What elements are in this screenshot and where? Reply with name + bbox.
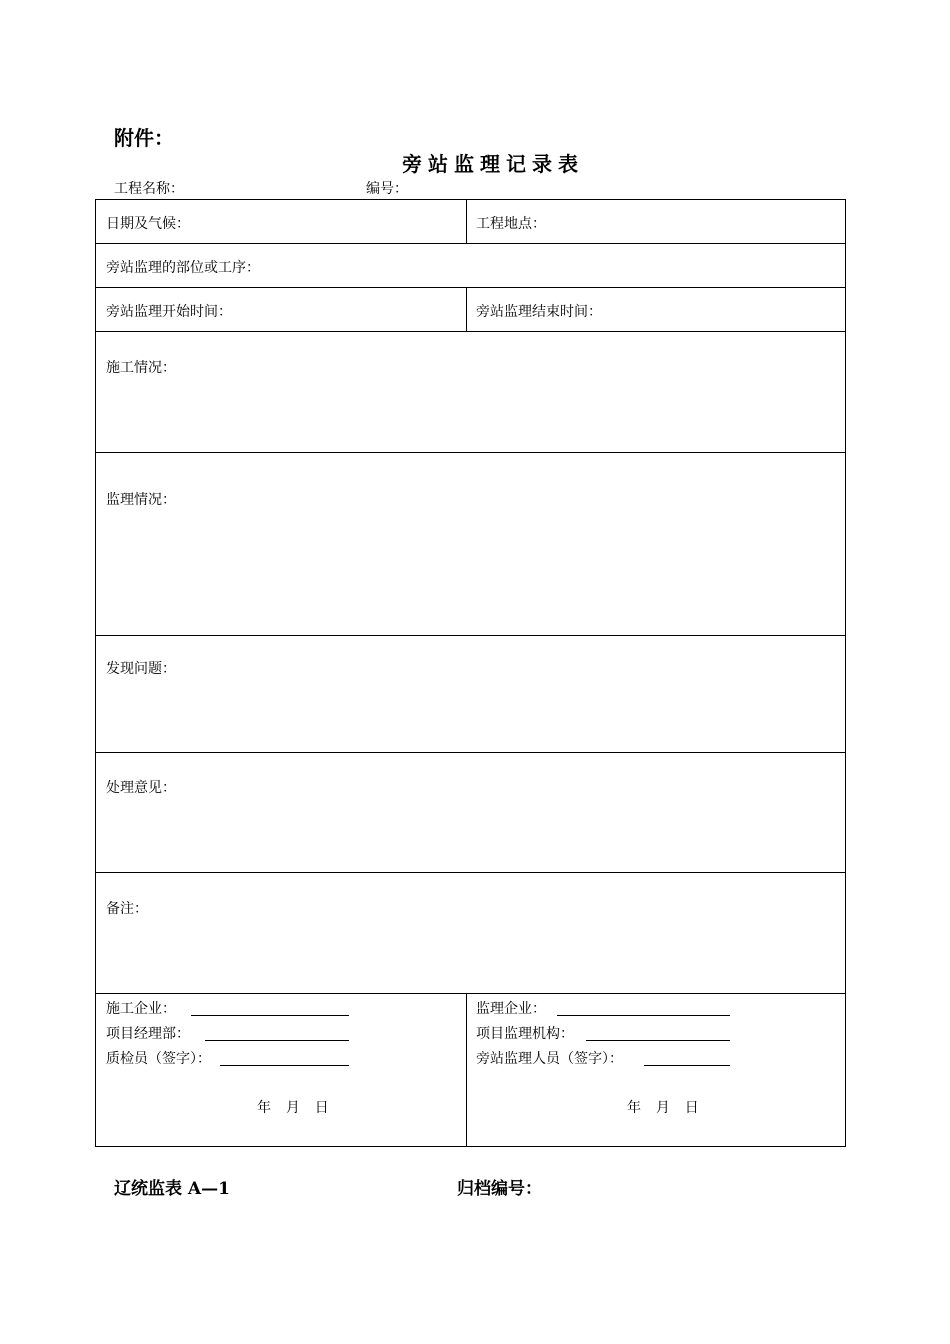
supervision-field[interactable]: 监理情况： — [106, 492, 176, 508]
left-date: 年 月 日 — [257, 1100, 331, 1116]
construction-company-label: 施工企业： — [106, 1001, 176, 1017]
end-time-field[interactable]: 旁站监理结束时间： — [476, 304, 602, 320]
supervision-agency-signature-line[interactable] — [586, 1040, 730, 1041]
part-process-field[interactable]: 旁站监理的部位或工序： — [106, 260, 260, 276]
form-code: 辽统监表 A—1 — [114, 1179, 230, 1199]
column-divider — [466, 993, 467, 1147]
opinion-field[interactable]: 处理意见： — [106, 780, 176, 796]
right-date: 年 月 日 — [627, 1100, 701, 1116]
inspector-signature-line[interactable] — [220, 1065, 349, 1066]
row-divider — [96, 635, 845, 636]
construction-company-signature-line[interactable] — [191, 1015, 349, 1016]
supervisor-staff-label: 旁站监理人员（签字）： — [476, 1051, 623, 1067]
supervisor-staff-signature-line[interactable] — [644, 1065, 730, 1066]
date-weather-field[interactable]: 日期及气候： — [106, 216, 190, 232]
row-divider — [96, 993, 845, 994]
start-time-field[interactable]: 旁站监理开始时间： — [106, 304, 232, 320]
supervision-company-label: 监理企业： — [476, 1001, 546, 1017]
form-title: 旁站监理记录表 — [402, 152, 584, 176]
row-divider — [96, 287, 845, 288]
column-divider — [466, 287, 467, 331]
project-name-label: 工程名称： — [114, 181, 184, 197]
row-divider — [96, 452, 845, 453]
supervision-company-signature-line[interactable] — [557, 1015, 730, 1016]
supervision-agency-label: 项目监理机构： — [476, 1026, 574, 1042]
row-divider — [96, 752, 845, 753]
row-divider — [96, 331, 845, 332]
row-divider — [96, 243, 845, 244]
column-divider — [466, 200, 467, 243]
archive-number-label: 归档编号： — [457, 1179, 542, 1199]
record-table — [95, 199, 846, 1147]
problems-field[interactable]: 发现问题： — [106, 661, 176, 677]
project-dept-signature-line[interactable] — [205, 1040, 349, 1041]
remarks-field[interactable]: 备注： — [106, 901, 148, 917]
row-divider — [96, 872, 845, 873]
inspector-label: 质检员（签字）： — [106, 1051, 211, 1067]
number-label: 编号： — [366, 181, 408, 197]
attachment-label: 附件： — [114, 126, 174, 150]
location-field[interactable]: 工程地点： — [476, 216, 546, 232]
project-dept-label: 项目经理部： — [106, 1026, 190, 1042]
construction-field[interactable]: 施工情况： — [106, 360, 176, 376]
